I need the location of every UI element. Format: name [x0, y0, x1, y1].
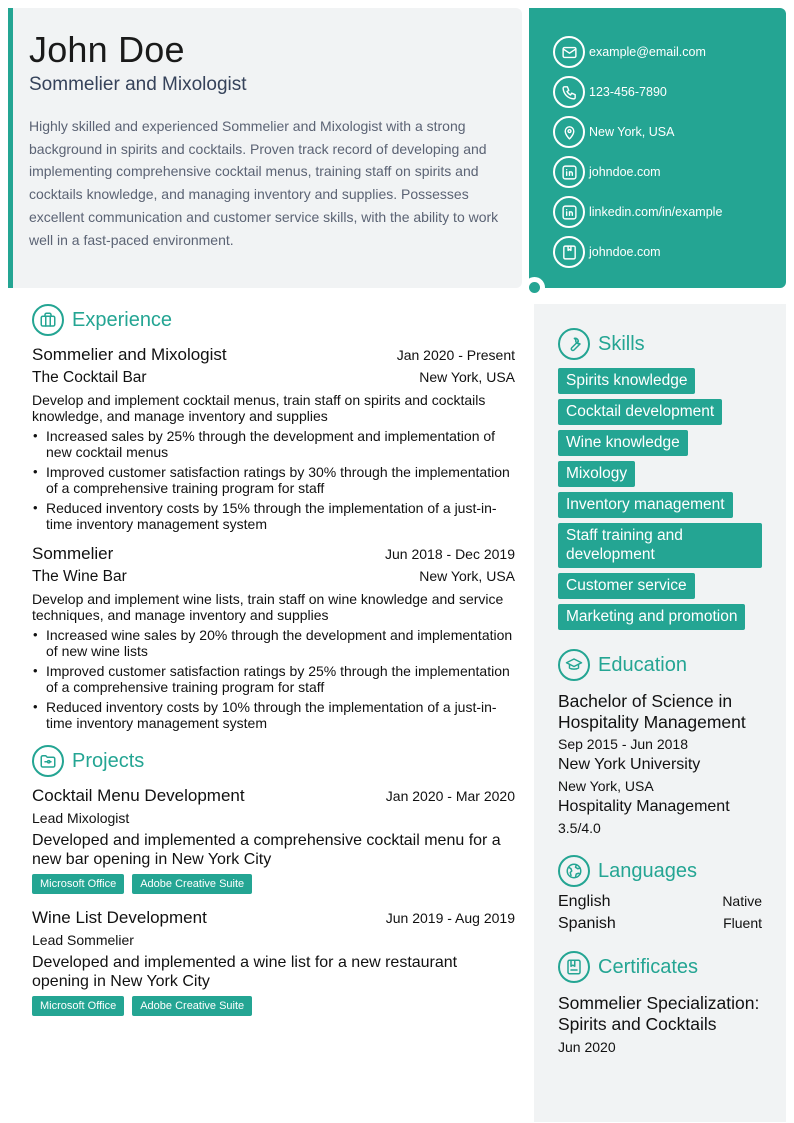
- skill-tag: Mixology: [558, 461, 635, 487]
- contact-phone[interactable]: [553, 72, 786, 112]
- experience-date: Jan 2020 - Present: [396, 347, 515, 363]
- project-role: Lead Mixologist: [32, 810, 130, 826]
- experience-bullet: • Reduced inventory costs by 10% through the implementation of a just-in-time inventory management system: [32, 699, 515, 731]
- briefcase-icon: [32, 304, 64, 336]
- main-column: [32, 304, 515, 1016]
- globe-icon: [558, 855, 590, 887]
- experience-bullet: • Reduced inventory costs by 15% through the implementation of a just-in-time inventory management system: [32, 500, 515, 532]
- language-row: [558, 915, 762, 933]
- education-dates: Sep 2015 - Jun 2018: [558, 736, 688, 752]
- languages-title: Languages: [598, 859, 697, 882]
- experience-company: The Wine Bar: [32, 568, 127, 585]
- decorative-dot: [529, 282, 540, 293]
- sidebar-column: [534, 304, 786, 1122]
- job-title: Sommelier and Mixologist: [29, 74, 247, 95]
- experience-company: The Cocktail Bar: [32, 369, 147, 386]
- project-description: Developed and implemented a wine list for a new restaurant opening in New York City: [32, 954, 458, 990]
- experience-bullets: [32, 428, 515, 532]
- email-icon: [553, 36, 585, 68]
- skill-tag: Staff training and development: [558, 523, 762, 568]
- contact-linkedin-text: linkedin.com/in/example: [589, 205, 723, 219]
- skill-tag: Wine knowledge: [558, 430, 688, 456]
- education-field: Hospitality Management: [558, 798, 730, 815]
- wrench-icon: [558, 328, 590, 360]
- skill-tag: Marketing and promotion: [558, 604, 745, 630]
- contact-linkedin[interactable]: [553, 192, 786, 232]
- phone-icon: [553, 76, 585, 108]
- skills-title: Skills: [598, 332, 645, 355]
- certificates-section-header: [558, 951, 762, 983]
- summary-text: Highly skilled and experienced Sommelier and Mixologist with a strong background in spirits and cocktails. Proven track record of developing and implementing comprehensive cocktail menus, training staff on spirits and cocktails knowledge, and managing inventory and supplies. Possesses excellent communication and customer service skills, with the ability to work well in a fast-paced environment.: [29, 118, 499, 248]
- experience-bullet: • Improved customer satisfaction ratings by 30% through the implementation of a comprehensive training program for staff: [32, 464, 515, 496]
- languages-section-header: [558, 855, 762, 887]
- project-date: Jan 2020 - Mar 2020: [385, 788, 515, 804]
- contact-email-text: example@email.com: [589, 45, 706, 59]
- language-name: Spanish: [558, 915, 616, 932]
- project-entry: [32, 908, 515, 1016]
- skill-tag: Spirits knowledge: [558, 368, 695, 394]
- education-gpa: 3.5/4.0: [558, 820, 601, 836]
- education-degree: Bachelor of Science in Hospitality Management: [558, 691, 746, 732]
- experience-description: Develop and implement cocktail menus, train staff on spirits and cocktails knowledge, and manage inventory and supplies: [32, 392, 486, 424]
- skill-tag: Inventory management: [558, 492, 733, 518]
- linkedin-icon: [553, 156, 585, 188]
- language-name: English: [558, 893, 611, 910]
- experience-bullet: • Increased wine sales by 20% through the development and implementation of new wine lists: [32, 627, 515, 659]
- contact-portfolio[interactable]: [553, 232, 786, 272]
- skill-tag: Customer service: [558, 573, 695, 599]
- header-summary-panel: [8, 8, 522, 288]
- experience-description: Develop and implement wine lists, train staff on wine knowledge and service techniques, and manage inventory and supplies: [32, 591, 504, 623]
- experience-date: Jun 2018 - Dec 2019: [385, 546, 515, 562]
- certificate-date: Jun 2020: [558, 1039, 616, 1055]
- contact-location-text: New York, USA: [589, 125, 675, 139]
- graduation-cap-icon: [558, 649, 590, 681]
- language-level: Fluent: [723, 915, 762, 931]
- language-level: Native: [722, 893, 762, 909]
- project-date: Jun 2019 - Aug 2019: [385, 910, 515, 926]
- experience-bullet: • Increased sales by 25% through the development and implementation of new cocktail menus: [32, 428, 515, 460]
- projects-section-header: [32, 745, 515, 777]
- education-title: Education: [598, 653, 687, 676]
- education-location: New York, USA: [558, 778, 654, 794]
- certificate-icon: [558, 951, 590, 983]
- contact-website[interactable]: [553, 152, 786, 192]
- certificate-name: Sommelier Specialization: Spirits and Cocktails: [558, 993, 760, 1034]
- project-tag: Adobe Creative Suite: [132, 874, 252, 894]
- experience-title: Experience: [72, 308, 173, 331]
- contact-location: [553, 112, 786, 152]
- folder-icon: [32, 745, 64, 777]
- certificates-title: Certificates: [598, 955, 699, 978]
- experience-entry: [32, 544, 515, 731]
- experience-job-title: Sommelier and Mixologist: [32, 345, 227, 364]
- experience-location: New York, USA: [419, 369, 515, 385]
- contact-phone-text: 123-456-7890: [589, 85, 667, 99]
- project-title: Cocktail Menu Development: [32, 786, 245, 805]
- education-section-header: [558, 649, 762, 681]
- project-role: Lead Sommelier: [32, 932, 134, 948]
- experience-entry: [32, 345, 515, 532]
- skills-section-header: [558, 328, 762, 360]
- project-description: Developed and implemented a comprehensive cocktail menu for a new bar opening in New York City: [32, 832, 501, 868]
- experience-job-title: Sommelier: [32, 544, 114, 563]
- project-title: Wine List Development: [32, 908, 207, 927]
- projects-title: Projects: [72, 749, 145, 772]
- project-tag: Microsoft Office: [32, 996, 124, 1016]
- project-entry: [32, 786, 515, 894]
- project-tags: [32, 874, 515, 894]
- language-row: [558, 893, 762, 911]
- contact-website-text: johndoe.com: [589, 165, 661, 179]
- location-icon: [553, 116, 585, 148]
- experience-bullets: [32, 627, 515, 731]
- linkedin-icon: [553, 196, 585, 228]
- bookmark-icon: [553, 236, 585, 268]
- contact-portfolio-text: johndoe.com: [589, 245, 661, 259]
- skill-tag: Cocktail development: [558, 399, 722, 425]
- project-tag: Microsoft Office: [32, 874, 124, 894]
- education-school: New York University: [558, 756, 701, 773]
- project-tags: [32, 996, 515, 1016]
- skills-list: [558, 368, 762, 635]
- person-name: John Doe: [29, 29, 185, 70]
- experience-location: New York, USA: [419, 568, 515, 584]
- contact-email[interactable]: [553, 32, 786, 72]
- experience-bullet: • Improved customer satisfaction ratings by 25% through the implementation of a comprehensive training program for staff: [32, 663, 515, 695]
- experience-section-header: [32, 304, 515, 336]
- project-tag: Adobe Creative Suite: [132, 996, 252, 1016]
- contact-panel: [529, 8, 786, 288]
